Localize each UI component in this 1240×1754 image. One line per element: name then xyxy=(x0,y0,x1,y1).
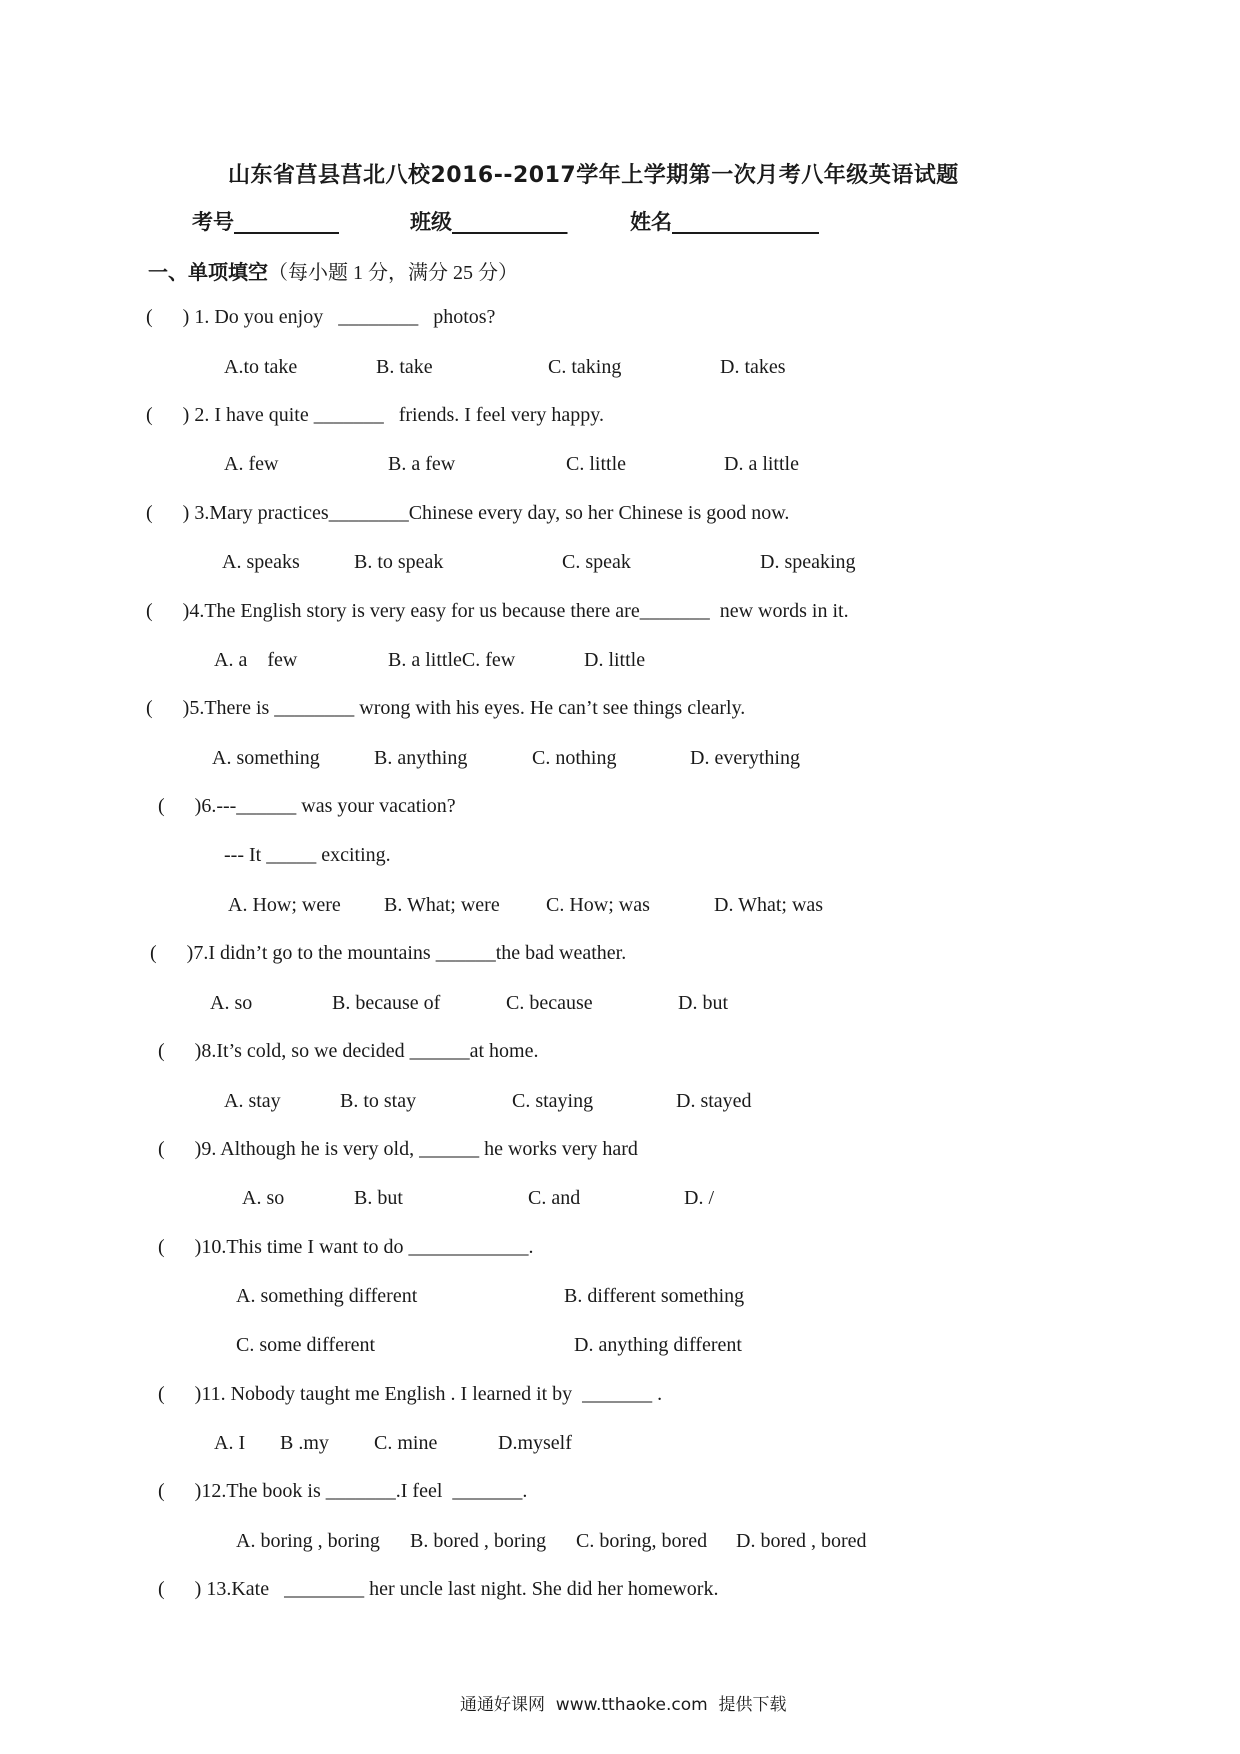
option: A. speaks xyxy=(222,551,300,573)
option: B. take xyxy=(376,356,433,378)
option: C. How; was xyxy=(546,894,650,916)
option: D. a little xyxy=(724,453,799,475)
option: A. something xyxy=(212,747,320,769)
option: B .my xyxy=(280,1432,329,1454)
option: C. staying xyxy=(512,1090,594,1112)
option: C. boring, bored xyxy=(576,1530,708,1552)
option: B. a littleC. few xyxy=(388,649,516,671)
option: C. little xyxy=(566,453,626,475)
option: B. What; were xyxy=(384,894,500,916)
name-field: 姓名______________ xyxy=(630,210,819,234)
section-heading xyxy=(148,256,518,285)
option: D. stayed xyxy=(676,1090,752,1112)
option: D. but xyxy=(678,992,728,1014)
section-title: 一、单项填空 xyxy=(148,260,268,284)
question-line: ( )4.The English story is very easy for us because there are_______ new words in it. xyxy=(146,600,849,622)
option: A.to take xyxy=(224,356,298,378)
option: A. How; were xyxy=(228,894,341,916)
option: C. some different xyxy=(236,1334,376,1356)
section-note: （每小题 1 分，满分 25 分） xyxy=(268,262,518,284)
option: C. nothing xyxy=(532,747,617,769)
question-line: ( )5.There is ________ wrong with his eyes. He can’t see things clearly. xyxy=(146,697,746,719)
option: B. to stay xyxy=(340,1090,417,1112)
question-line: ( ) 13.Kate ________ her uncle last night. She did her homework. xyxy=(158,1578,719,1600)
question-line: ( )12.The book is _______.I feel _______. xyxy=(158,1480,528,1502)
option: B. anything xyxy=(374,747,468,769)
class-field: 班级___________ xyxy=(410,210,568,234)
option: B. a few xyxy=(388,453,456,475)
option: D. little xyxy=(584,649,646,671)
option: C. taking xyxy=(548,356,622,378)
option: C. mine xyxy=(374,1432,438,1454)
exam-title: 山东省莒县莒北八校2016--2017学年上学期第一次月考八年级英语试题 xyxy=(228,163,959,188)
option: C. because xyxy=(506,992,593,1014)
option: A. I xyxy=(214,1432,246,1454)
question-line: ( )11. Nobody taught me English . I learned it by _______ . xyxy=(158,1383,663,1405)
option: D. anything different xyxy=(574,1334,742,1356)
option: D. / xyxy=(684,1187,714,1209)
option: A. so xyxy=(242,1187,285,1209)
question-line: ( ) 3.Mary practices________Chinese every day, so her Chinese is good now. xyxy=(146,502,790,524)
exam-number-field: 考号__________ xyxy=(192,210,339,234)
option: A. stay xyxy=(224,1090,281,1112)
question-line: ( ) 2. I have quite _______ friends. I feel very happy. xyxy=(146,404,605,426)
option: D. takes xyxy=(720,356,786,378)
option: C. speak xyxy=(562,551,631,573)
option: A. something different xyxy=(236,1285,418,1307)
option: B. to speak xyxy=(354,551,444,573)
option: B. but xyxy=(354,1187,403,1209)
option: B. bored , boring xyxy=(410,1530,547,1552)
question-line: ( )10.This time I want to do ____________. xyxy=(158,1236,534,1258)
option: D. everything xyxy=(690,747,800,769)
option: A. few xyxy=(224,453,279,475)
option: B. different something xyxy=(564,1285,745,1307)
question-line: ( )6.---______ was your vacation? xyxy=(158,795,456,817)
option: B. because of xyxy=(332,992,441,1014)
option: D.myself xyxy=(498,1432,572,1454)
question-line: ( )9. Although he is very old, ______ he works very hard xyxy=(158,1138,638,1160)
footer: 通通好课网 www.tthaoke.com 提供下载 xyxy=(460,1695,787,1715)
option: D. What; was xyxy=(714,894,824,916)
option: C. and xyxy=(528,1187,581,1209)
option: A. boring , boring xyxy=(236,1530,380,1552)
question-line: --- It _____ exciting. xyxy=(224,844,391,866)
question-line: ( ) 1. Do you enjoy ________ photos? xyxy=(146,306,496,328)
option: A. so xyxy=(210,992,253,1014)
option: D. bored , bored xyxy=(736,1530,867,1552)
question-line: ( )7.I didn’t go to the mountains ______the bad weather. xyxy=(150,942,627,964)
question-line: ( )8.It’s cold, so we decided ______at home. xyxy=(158,1040,539,1062)
option: A. a few xyxy=(214,649,298,671)
option: D. speaking xyxy=(760,551,856,573)
